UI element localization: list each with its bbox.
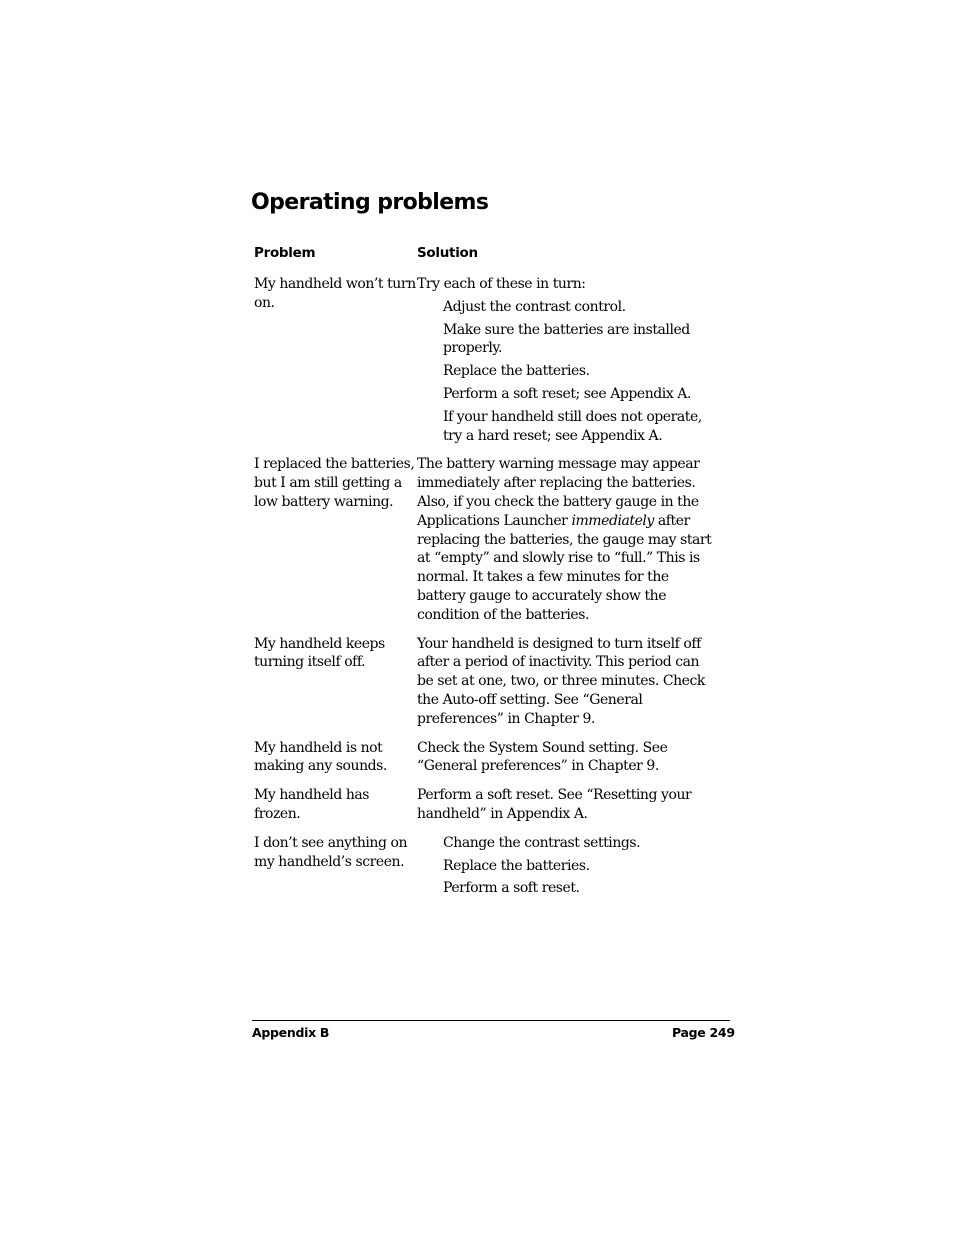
- solution-intro: Try each of these in turn:: [417, 276, 586, 292]
- solution-cell: [417, 275, 717, 445]
- solution-step: Perform a soft reset.: [443, 880, 580, 897]
- solution-steps: [417, 834, 717, 898]
- solution-steps: [417, 298, 717, 446]
- problem-cell: I replaced the batteries, but I am still getting a low battery warning.: [254, 456, 415, 510]
- solution-cell: Check the System Sound setting. See “General preferences” in Chapter 9.: [417, 739, 668, 775]
- solution-step: Make sure the batteries are installed properly.: [443, 321, 690, 357]
- table-header-row: [254, 243, 724, 263]
- troubleshooting-table: [254, 243, 724, 908]
- solution-text-continued: after replacing the batteries, the gauge may start at “empty” and slowly rise to “full.” This is normal. It takes a few minutes for the battery gauge to accurately show the condition of the batteries.: [417, 512, 712, 623]
- problem-cell: My handheld is not making any sounds.: [254, 739, 387, 775]
- footer-section-label: Appendix B: [252, 1025, 330, 1040]
- solution-step: Perform a soft reset; see Appendix A.: [443, 385, 691, 402]
- problem-cell: My handheld won’t turn on.: [254, 276, 416, 311]
- footer-page-number: Page 249: [672, 1025, 735, 1040]
- table-row: [254, 739, 724, 777]
- solution-step: Adjust the contrast control.: [443, 298, 626, 315]
- solution-text: The battery warning message may appear immediately after replacing the batteries. Also, if you check the battery gauge in the Applications Launcher: [417, 456, 700, 529]
- problem-cell: I don’t see anything on my handheld’s screen.: [254, 834, 408, 870]
- table-row: [254, 834, 724, 898]
- solution-cell: [417, 834, 717, 898]
- table-row: [254, 275, 724, 445]
- table-row: [254, 635, 724, 729]
- solution-cell: Perform a soft reset. See “Resetting your handheld” in Appendix A.: [417, 787, 692, 822]
- table-row: [254, 455, 724, 624]
- solution-emphasis: immediately: [571, 512, 654, 529]
- solution-step: If your handheld still does not operate, try a hard reset; see Appendix A.: [443, 408, 702, 444]
- solution-cell: [417, 455, 717, 624]
- table-row: [254, 786, 724, 824]
- problem-cell: My handheld has frozen.: [254, 787, 370, 822]
- solution-step: Change the contrast settings.: [443, 834, 641, 851]
- solution-cell: Your handheld is designed to turn itself off after a period of inactivity. This period can be set at one, two, or three minutes. Check the Auto-off setting. See “General preferences” in Chapter 9.: [417, 635, 705, 727]
- problem-column-header: Problem: [254, 245, 316, 261]
- solution-step: Replace the batteries.: [443, 363, 590, 380]
- page-title: Operating problems: [251, 190, 489, 215]
- solution-column-header: Solution: [417, 245, 478, 261]
- footer-divider: [252, 1020, 730, 1021]
- problem-cell: My handheld keeps turning itself off.: [254, 635, 385, 671]
- solution-step: Replace the batteries.: [443, 857, 590, 874]
